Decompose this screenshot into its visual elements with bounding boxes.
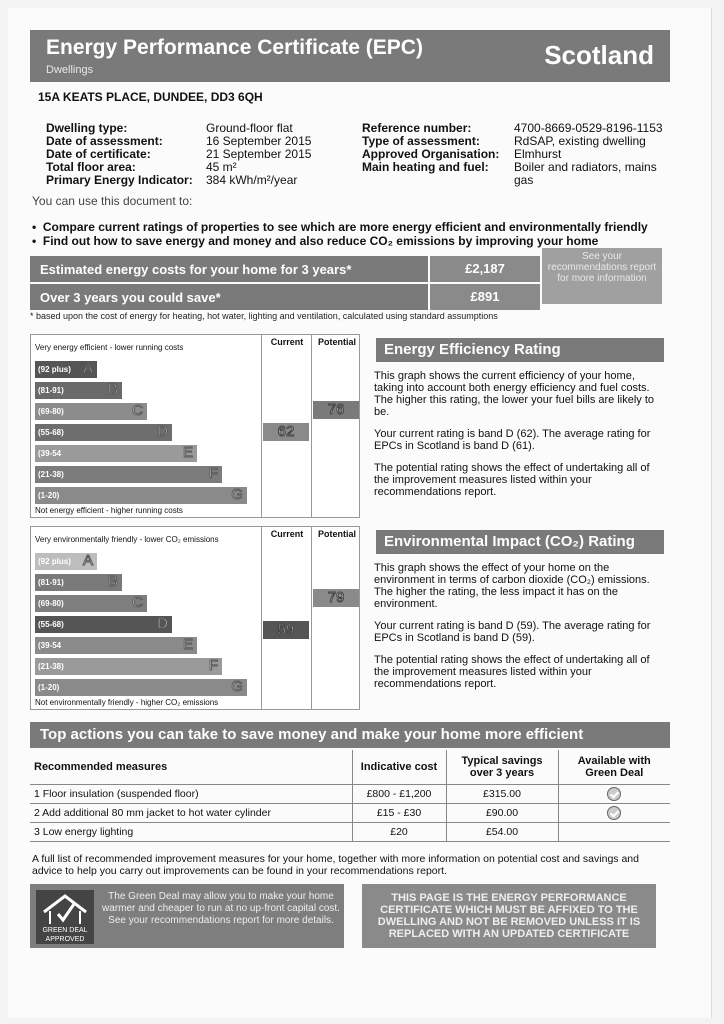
cell-green-deal (558, 784, 670, 803)
cell-measure: 3 Low energy lighting (30, 822, 352, 841)
use-heading: You can use this document to: (32, 194, 193, 208)
detail-label: Primary Energy Indicator: (46, 173, 193, 187)
see-recommendations-link[interactable]: See your recommendations report for more information (542, 248, 662, 304)
column-header: Typical savings over 3 years (446, 750, 558, 784)
rating-band-g (35, 679, 247, 696)
chart-bottom-label: Not energy efficient - higher running costs (35, 506, 183, 515)
band-letter: C (132, 402, 143, 419)
property-address: 15A KEATS PLACE, DUNDEE, DD3 6QH (38, 90, 263, 104)
cell-green-deal (558, 822, 670, 841)
band-letter: F (208, 657, 218, 674)
detail-value: 16 September 2015 (206, 134, 312, 148)
recommendations-table (30, 750, 670, 842)
current-column (261, 527, 311, 709)
cell-measure: 2 Add additional 80 mm jacket to hot water cylinder (30, 803, 352, 822)
band-letter: C (132, 594, 143, 611)
detail-value: RdSAP, existing dwelling (514, 134, 646, 148)
detail-value: 21 September 2015 (206, 147, 312, 161)
chart-top-label: Very environmentally friendly - lower CO₂ emissions (35, 535, 219, 544)
rating-band-e (35, 637, 197, 654)
estimated-cost-value: £2,187 (430, 256, 540, 282)
current-rating-arrow: 59 (263, 621, 309, 639)
band-range: (92 plus) (38, 365, 71, 374)
band-range: (55-68) (38, 620, 64, 629)
rating-band-b (35, 574, 122, 591)
detail-label: Dwelling type: (46, 121, 128, 135)
detail-value: Ground-floor flat (206, 121, 293, 135)
detail-label: Main heating and fuel: (362, 160, 489, 174)
rating-band-c (35, 595, 147, 612)
chart-top-label: Very energy efficient - lower running costs (35, 343, 184, 352)
detail-label: Type of assessment: (362, 134, 480, 148)
environment-paragraph-3: The potential rating shows the effect of undertaking all of the improvement measures listed within your recommendations report. (374, 654, 650, 690)
cell-savings: £90.00 (446, 803, 558, 822)
rating-band-f (35, 466, 222, 483)
savings-bar (30, 284, 428, 310)
energy-rating-heading: Energy Efficiency Rating (376, 338, 664, 362)
energy-paragraph-1: This graph shows the current efficiency of your home, taking into account both energy efficiency and fuel costs. The higher this rating, the lower your fuel bills are likely to be. (374, 370, 655, 418)
cost-footnote: * based upon the cost of energy for heating, hot water, lighting and ventilation, calculated using standard assumptions (30, 311, 498, 321)
page-title: Energy Performance Certificate (EPC) (46, 36, 423, 59)
energy-paragraph-2: Your current rating is band D (62). The average rating for EPCs in Scotland is band D (61). (374, 428, 651, 452)
green-deal-panel (30, 884, 344, 948)
rating-band-b (35, 382, 122, 399)
current-rating-arrow: 62 (263, 423, 309, 441)
energy-rating-chart (30, 334, 360, 518)
band-letter: D (157, 615, 168, 632)
epc-header (30, 30, 670, 82)
band-letter: B (107, 381, 118, 398)
potential-rating-arrow: 76 (313, 401, 359, 419)
cell-cost: £20 (352, 822, 446, 841)
rating-band-d (35, 424, 172, 441)
band-range: (69-80) (38, 407, 64, 416)
band-letter: B (107, 573, 118, 590)
cell-cost: £15 - £30 (352, 803, 446, 822)
cell-savings: £54.00 (446, 822, 558, 841)
detail-label: Date of assessment: (46, 134, 163, 148)
page-subtitle: Dwellings (46, 64, 94, 76)
band-letter: A (82, 552, 93, 569)
column-header: Available with Green Deal (558, 750, 670, 784)
savings-value: £891 (430, 284, 540, 310)
rating-band-a (35, 553, 97, 570)
bullet-item: • Find out how to save energy and money and also reduce CO₂ emissions by improving your home (32, 234, 599, 248)
detail-value: 4700-8669-0529-8196-1153 (514, 121, 663, 135)
table-row (30, 803, 670, 822)
detail-label: Total floor area: (46, 160, 136, 174)
band-range: (21-38) (38, 470, 64, 479)
rating-band-e (35, 445, 197, 462)
band-range: (81-91) (38, 386, 64, 395)
column-header: Indicative cost (352, 750, 446, 784)
green-deal-logo (36, 890, 94, 944)
bullet-text: Compare current ratings of properties to see which are more energy efficient and environmentally friendly (42, 220, 648, 234)
rating-band-c (35, 403, 147, 420)
table-row (30, 784, 670, 803)
detail-value: Elmhurst (514, 147, 562, 161)
band-range: (69-80) (38, 599, 64, 608)
affix-notice: THIS PAGE IS THE ENERGY PERFORMANCE CERTIFICATE WHICH MUST BE AFFIXED TO THE DWELLING AND NOT BE REMOVED UNLESS IT IS REPLACED WITH AN UPDATED CERTIFICATE (362, 884, 656, 948)
band-range: (1-20) (38, 683, 60, 692)
band-range: (39-54 (38, 449, 62, 458)
top-actions-heading: Top actions you can take to save money and make your home more efficient (30, 722, 670, 748)
band-letter: E (182, 636, 193, 653)
cell-cost: £800 - £1,200 (352, 784, 446, 803)
band-letter: G (231, 486, 243, 503)
environment-paragraph-2: Your current rating is band D (59). The average rating for EPCs in Scotland is band D (59). (374, 620, 651, 644)
band-range: (21-38) (38, 662, 64, 671)
detail-label: Approved Organisation: (362, 147, 500, 161)
detail-value: Boiler and radiators, mains gas (514, 160, 657, 187)
cell-green-deal (558, 803, 670, 822)
savings-label: Over 3 years you could save* (40, 290, 221, 305)
cell-measure: 1 Floor insulation (suspended floor) (30, 784, 352, 803)
current-header: Current (270, 529, 304, 539)
chart-bottom-label: Not environmentally friendly - higher CO₂ emissions (35, 698, 219, 707)
detail-value: 45 m² (206, 160, 237, 174)
detail-value: 384 kWh/m²/year (206, 173, 298, 187)
cell-savings: £315.00 (446, 784, 558, 803)
column-header: Recommended measures (30, 750, 352, 784)
band-letter: G (231, 678, 243, 695)
check-icon (607, 787, 621, 801)
environment-paragraph-1: This graph shows the effect of your home on the environment in terms of carbon dioxide (CO₂) emissions. The higher the rating, the less impact it has on the environment. (374, 562, 650, 610)
potential-header: Potential (317, 337, 356, 347)
band-letter: E (182, 444, 193, 461)
green-deal-text: The Green Deal may allow you to make your home warmer and cheaper to run at no up-front capital cost. See your recommendations report for more details. (102, 891, 340, 926)
logo-text-line-2: APPROVED (45, 936, 85, 943)
table-row (30, 822, 670, 841)
detail-label: Date of certificate: (46, 147, 151, 161)
band-letter: D (157, 423, 168, 440)
potential-rating-arrow: 79 (313, 589, 359, 607)
potential-column (311, 335, 361, 517)
environmental-rating-chart (30, 526, 360, 710)
bullet-text: Find out how to save energy and money and also reduce CO₂ emissions by improving your home (42, 234, 599, 248)
rating-band-g (35, 487, 247, 504)
current-header: Current (270, 337, 304, 347)
detail-label: Reference number: (362, 121, 472, 135)
full-list-note: A full list of recommended improvement measures for your home, together with more information on potential cost and savings and advice to help you carry out improvements can be found in your recommendations report. (32, 853, 639, 877)
estimated-cost-label: Estimated energy costs for your home for 3 years* (40, 262, 352, 277)
bullet-item: • Compare current ratings of properties to see which are more energy efficient and environmentally friendly (32, 220, 648, 234)
environment-rating-heading: Environmental Impact (CO₂) Rating (376, 530, 664, 554)
estimated-cost-bar (30, 256, 428, 282)
band-letter: F (208, 465, 218, 482)
band-range: (81-91) (38, 578, 64, 587)
rating-band-f (35, 658, 222, 675)
band-range: (92 plus) (38, 557, 71, 566)
region-label: Scotland (544, 40, 654, 70)
potential-column (311, 527, 361, 709)
rating-band-d (35, 616, 172, 633)
band-range: (39-54 (38, 641, 62, 650)
band-range: (55-68) (38, 428, 64, 437)
energy-paragraph-3: The potential rating shows the effect of undertaking all of the improvement measures listed within your recommendations report. (374, 462, 650, 498)
rating-band-a (35, 361, 97, 378)
logo-text-line-1: GREEN DEAL (42, 927, 88, 934)
band-letter: A (82, 360, 93, 377)
check-icon (607, 806, 621, 820)
potential-header: Potential (317, 529, 356, 539)
band-range: (1-20) (38, 491, 60, 500)
